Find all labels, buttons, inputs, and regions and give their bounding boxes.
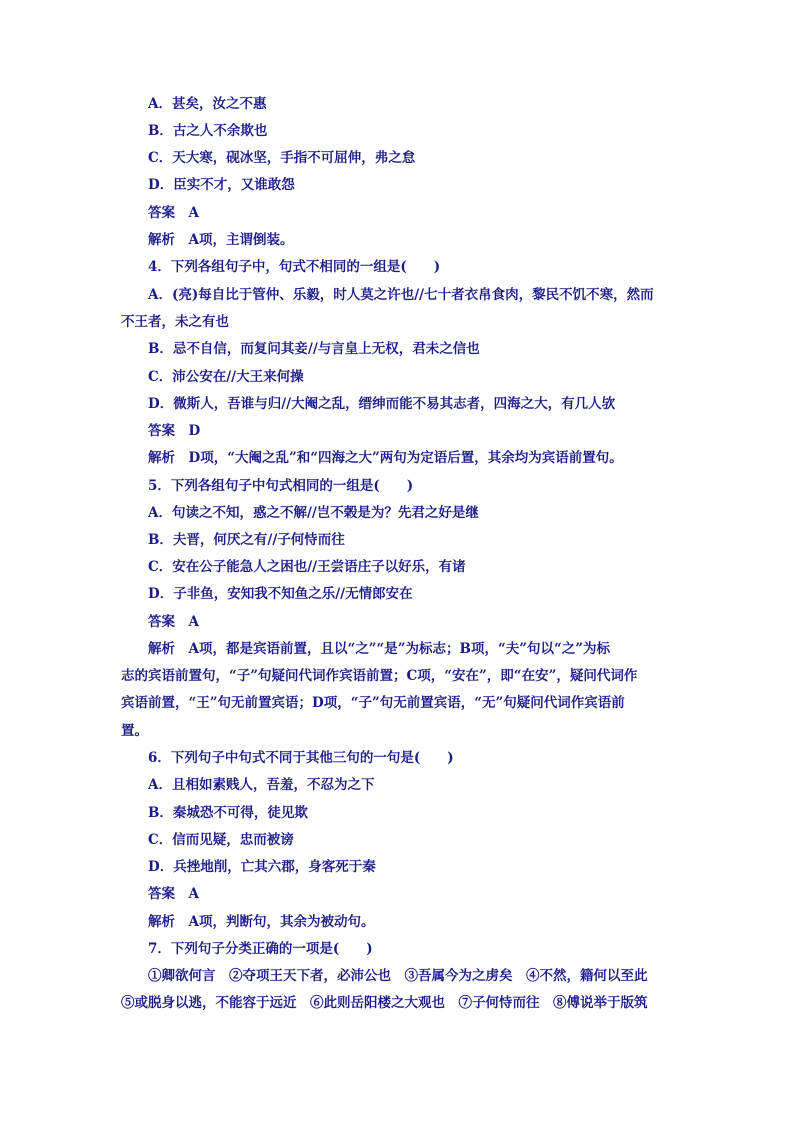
option-a-line: A．且相如素贱人，吾羞，不忍为之下: [148, 777, 375, 793]
option-a-line: A．句读之不知，惑之不解//岂不榖是为？先君之好是继: [148, 505, 479, 521]
option-a-line: A．甚矣，汝之不惠: [148, 96, 267, 112]
option-c-line: C．天大寒，砚冰坚，手指不可屈伸，弗之怠: [148, 150, 416, 166]
explanation-line: 解析 A项，都是宾语前置，且以“之”“是”为标志；B项，“夫”句以“之”为标: [148, 641, 611, 657]
answer-line: 答案 A: [148, 886, 199, 902]
answer-line: 答案 D: [148, 423, 201, 439]
question-6: 6．下列句子中句式不同于其他三句的一句是( ): [148, 750, 454, 766]
option-d-line: D．兵挫地削，亡其六郡，身客死于秦: [148, 859, 376, 875]
option-c-line: C．沛公安在//大王来何操: [148, 369, 304, 385]
option-b-line: B．夫晋，何厌之有//子何恃而往: [148, 532, 345, 548]
option-b-line: B．秦城恐不可得，徒见欺: [148, 805, 308, 821]
option-d-line: D．臣实不才，又谁敢怨: [148, 177, 295, 193]
answer-line: 答案 A: [148, 205, 199, 221]
explanation-continuation: 志的宾语前置句，“子”句疑问代词作宾语前置；C项，“安在”，即“在安”，疑问代词作: [121, 668, 638, 684]
option-c-line: C．安在公子能急人之困也//王尝语庄子以好乐，有诸: [148, 559, 466, 575]
option-a-continuation: 不王者，未之有也: [121, 314, 229, 330]
sentence-list-line: ⑤或脱身以逃，不能容于远近 ⑥此则岳阳楼之大观也 ⑦子何恃而往 ⑧傅说举于版筑: [121, 995, 648, 1011]
sentence-list-line: ①卿欲何言 ②夺项王天下者，必沛公也 ③吾属今为之虏矣 ④不然，籍何以至此: [148, 968, 648, 984]
option-c-line: C．信而见疑，忠而被谤: [148, 832, 294, 848]
option-a-line: A．(亮)每自比于管仲、乐毅，时人莫之许也//七十者衣帛食肉，黎民不饥不寒，然而: [148, 287, 654, 303]
explanation-line: 解析 D项，“大阉之乱”和“四海之大”两句为定语后置，其余均为宾语前置句。: [148, 450, 623, 466]
explanation-line: 解析 A项，判断句，其余为被动句。: [148, 914, 375, 930]
question-4: 4．下列各组句子中，句式不相同的一组是( ): [148, 259, 441, 275]
explanation-continuation: 置。: [121, 723, 148, 739]
answer-line: 答案 A: [148, 614, 199, 630]
option-d-line: D．子非鱼，安知我不知鱼之乐//无情郎安在: [148, 586, 413, 602]
question-5: 5．下列各组句子中句式相同的一组是( ): [148, 478, 414, 494]
option-b-line: B．古之人不余欺也: [148, 123, 268, 139]
explanation-line: 解析 A项，主谓倒装。: [148, 232, 294, 248]
question-7: 7．下列句子分类正确的一项是( ): [148, 941, 373, 957]
option-b-line: B．忌不自信，而复问其妾//与言皇上无权，君未之信也: [148, 341, 480, 357]
explanation-continuation: 宾语前置，“王”句无前置宾语；D项，“子”句无前置宾语，“无”句疑问代词作宾语前: [121, 695, 625, 711]
option-d-line: D．微斯人，吾谁与归//大阉之乱，缙绅而能不易其志者，四海之大，有几人欤: [148, 396, 616, 412]
